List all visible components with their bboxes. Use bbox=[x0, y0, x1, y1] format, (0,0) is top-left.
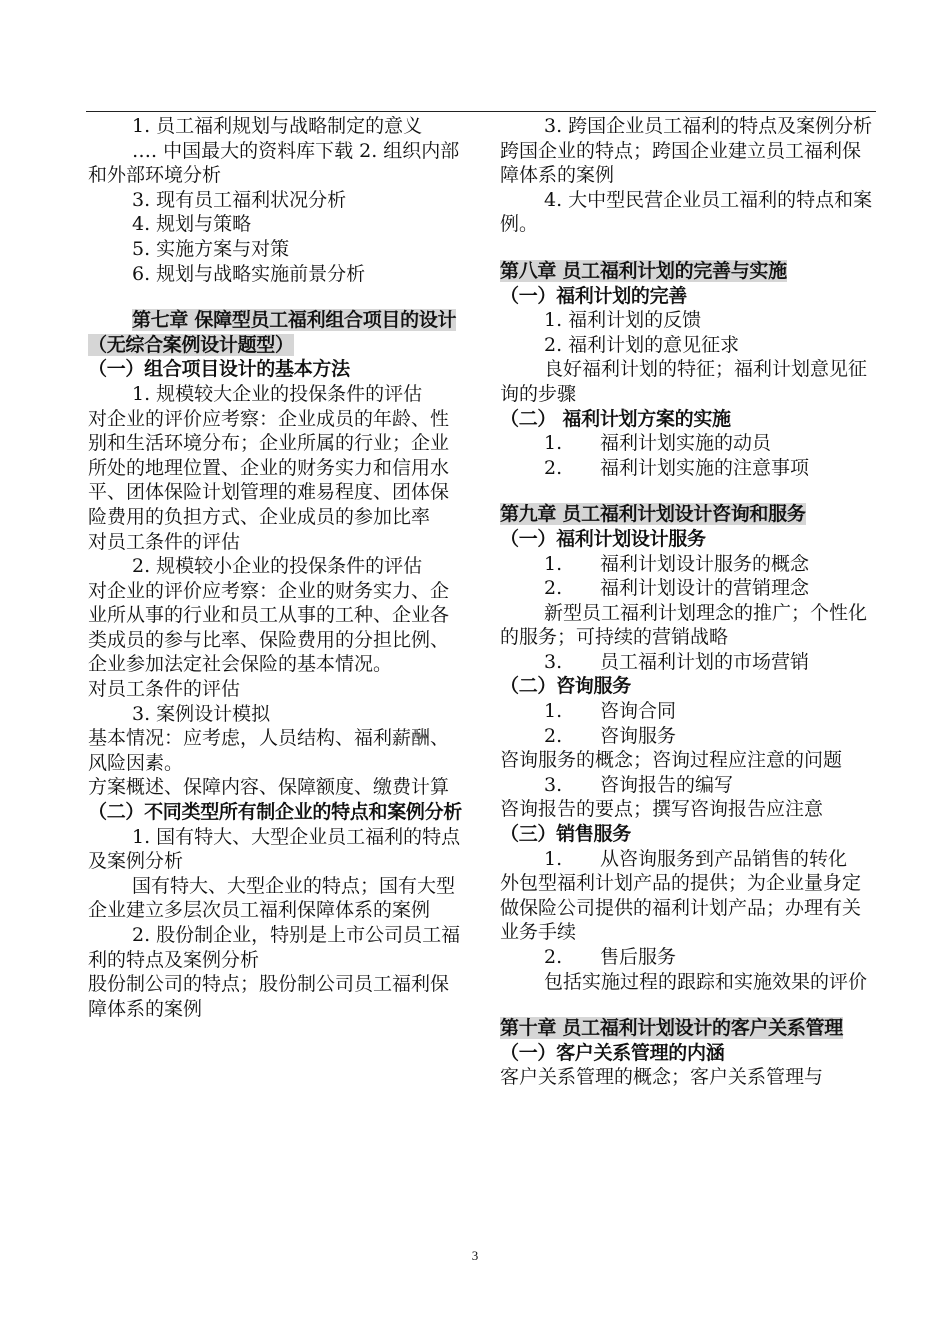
item-number: 1. bbox=[544, 700, 563, 723]
section-gap bbox=[500, 480, 878, 502]
text-line: 1. 规模较大企业的投保条件的评估 bbox=[132, 382, 423, 405]
text-line: 6. 规划与战略实施前景分析 bbox=[132, 262, 366, 285]
text-line: 2. 规模较小企业的投保条件的评估 bbox=[132, 555, 423, 578]
section-heading: （二） 福利计划方案的实施 bbox=[500, 407, 731, 430]
text-line: 基本情况：应考虑，人员结构、福利薪酬、风险因素。 bbox=[88, 727, 450, 774]
section-gap bbox=[500, 237, 878, 259]
numbered-item bbox=[500, 456, 878, 481]
item-number: 1. bbox=[544, 847, 563, 870]
item-number: 1. bbox=[544, 552, 563, 575]
text-line: 1. 国有特大、大型企业员工福利的特点及案例分析 bbox=[88, 825, 461, 873]
text-line: 股份制公司的特点；股份制公司员工福利保障体系的案例 bbox=[88, 973, 450, 1020]
text-line: 对企业的评价应考察：企业成员的年龄、性别和生活环境分布；企业所属的行业；企业所处的地理位置、企业的财务实力和信用水平、团体保险计划管理的难易程度、团体保险费用的负担方式、企业成员的参加比率 bbox=[88, 407, 450, 528]
text-line: 4. 规划与策略 bbox=[132, 213, 252, 236]
chapter-heading bbox=[500, 502, 878, 527]
item-text: 福利计划实施的动员 bbox=[600, 432, 772, 455]
text-line: 国有特大、大型企业的特点；国有大型企业建立多层次员工福利保障体系的案例 bbox=[88, 874, 456, 922]
numbered-item bbox=[500, 945, 878, 970]
text-line: 对员工条件的评估 bbox=[88, 530, 241, 553]
item-text: 咨询合同 bbox=[600, 700, 677, 723]
numbered-item bbox=[500, 431, 878, 456]
numbered-item bbox=[500, 650, 878, 675]
text-line: 跨国企业的特点；跨国企业建立员工福利保障体系的案例 bbox=[500, 139, 862, 187]
page-number: 3 bbox=[471, 1248, 479, 1263]
text-line: 对员工条件的评估 bbox=[88, 678, 241, 701]
text-line: 2. 福利计划的意见征求 bbox=[544, 333, 740, 356]
section-heading: （一）福利计划设计服务 bbox=[500, 527, 706, 550]
item-number: 1. bbox=[544, 432, 563, 455]
text-line: 良好福利计划的特征；福利计划意见征询的步骤 bbox=[500, 358, 868, 405]
text-line: 4. 大中型民营企业员工福利的特点和案例。 bbox=[500, 188, 873, 236]
item-number: 2. bbox=[544, 946, 563, 968]
text-line: 1. 员工福利规划与战略制定的意义 bbox=[132, 115, 423, 137]
section-heading: （一）福利计划的完善 bbox=[500, 284, 688, 307]
text-line: 对企业的评价应考察：企业的财务实力、企业所从事的行业和员工从事的工种、企业各类成员的参与比率、保险费用的分担比例、企业参加法定社会保险的基本情况。 bbox=[88, 579, 450, 676]
item-text: 售后服务 bbox=[600, 946, 677, 968]
text-line: 3. 现有员工福利状况分析 bbox=[132, 188, 347, 211]
item-text: 咨询服务 bbox=[600, 724, 677, 747]
chapter-heading bbox=[88, 308, 466, 357]
chapter-heading-text: 第十章 员工福利计划设计的客户关系管理 bbox=[500, 1017, 843, 1040]
item-number: 2. bbox=[544, 456, 563, 479]
chapter-heading bbox=[500, 1016, 878, 1041]
section-heading: （一）客户关系管理的内涵 bbox=[500, 1041, 725, 1064]
chapter-heading-text: 第八章 员工福利计划的完善与实施 bbox=[500, 259, 787, 282]
text-line: 2. 股份制企业，特别是上市公司员工福利的特点及案例分析 bbox=[88, 924, 461, 971]
item-text: 咨询报告的编写 bbox=[600, 773, 734, 796]
text-line: 3. 案例设计模拟 bbox=[132, 702, 271, 725]
numbered-item bbox=[500, 724, 878, 749]
section-heading: （二）不同类型所有制企业的特点和案例分析 bbox=[88, 801, 463, 824]
item-text: 福利计划设计服务的概念 bbox=[600, 552, 810, 575]
numbered-item bbox=[500, 552, 878, 577]
header-rule bbox=[86, 111, 876, 112]
text-line: 咨询服务的概念；咨询过程应注意的问题 bbox=[500, 749, 843, 772]
numbered-item bbox=[500, 699, 878, 724]
text-line: 1. 福利计划的反馈 bbox=[544, 309, 702, 332]
numbered-item bbox=[500, 773, 878, 798]
text-line: 咨询报告的要点；撰写咨询报告应注意 bbox=[500, 798, 824, 821]
section-gap bbox=[500, 994, 878, 1016]
numbered-item bbox=[500, 576, 878, 601]
left-column bbox=[88, 114, 466, 1021]
chapter-heading-text: 第九章 员工福利计划设计咨询和服务 bbox=[500, 503, 806, 526]
item-number: 3. bbox=[544, 650, 563, 673]
item-text: 员工福利计划的市场营销 bbox=[600, 650, 810, 673]
section-heading: （一）组合项目设计的基本方法 bbox=[88, 358, 350, 381]
text-line: 方案概述、保障内容、保障额度、缴费计算 bbox=[88, 776, 450, 799]
text-line: …. 中国最大的资料库下载 2. 组织内部和外部环境分析 bbox=[88, 139, 460, 187]
section-heading: （三）销售服务 bbox=[500, 823, 631, 846]
right-column bbox=[500, 114, 878, 1090]
item-number: 2. bbox=[544, 577, 563, 600]
section-heading: （二）咨询服务 bbox=[500, 675, 631, 698]
item-number: 2. bbox=[544, 724, 563, 747]
text-line: 3. 跨国企业员工福利的特点及案例分析 bbox=[544, 115, 873, 137]
text-line: 5. 实施方案与对策 bbox=[132, 237, 290, 260]
text-line: 包括实施过程的跟踪和实施效果的评价 bbox=[544, 970, 868, 993]
chapter-heading bbox=[500, 259, 878, 284]
item-text: 从咨询服务到产品销售的转化 bbox=[600, 847, 848, 870]
item-text: 福利计划实施的注意事项 bbox=[600, 456, 810, 479]
text-line: 外包型福利计划产品的提供；为企业量身定做保险公司提供的福利计划产品；办理有关业务手续 bbox=[500, 872, 862, 944]
numbered-item bbox=[500, 847, 878, 872]
text-line: 新型员工福利计划理念的推广；个性化的服务；可持续的营销战略 bbox=[500, 601, 868, 649]
text-line: 客户关系管理的概念；客户关系管理与 bbox=[500, 1066, 824, 1089]
item-number: 3. bbox=[544, 773, 563, 796]
item-text: 福利计划设计的营销理念 bbox=[600, 577, 810, 600]
section-gap bbox=[88, 286, 466, 308]
chapter-heading-text: 第七章 保障型员工福利组合项目的设计（无综合案例设计题型） bbox=[88, 309, 457, 356]
